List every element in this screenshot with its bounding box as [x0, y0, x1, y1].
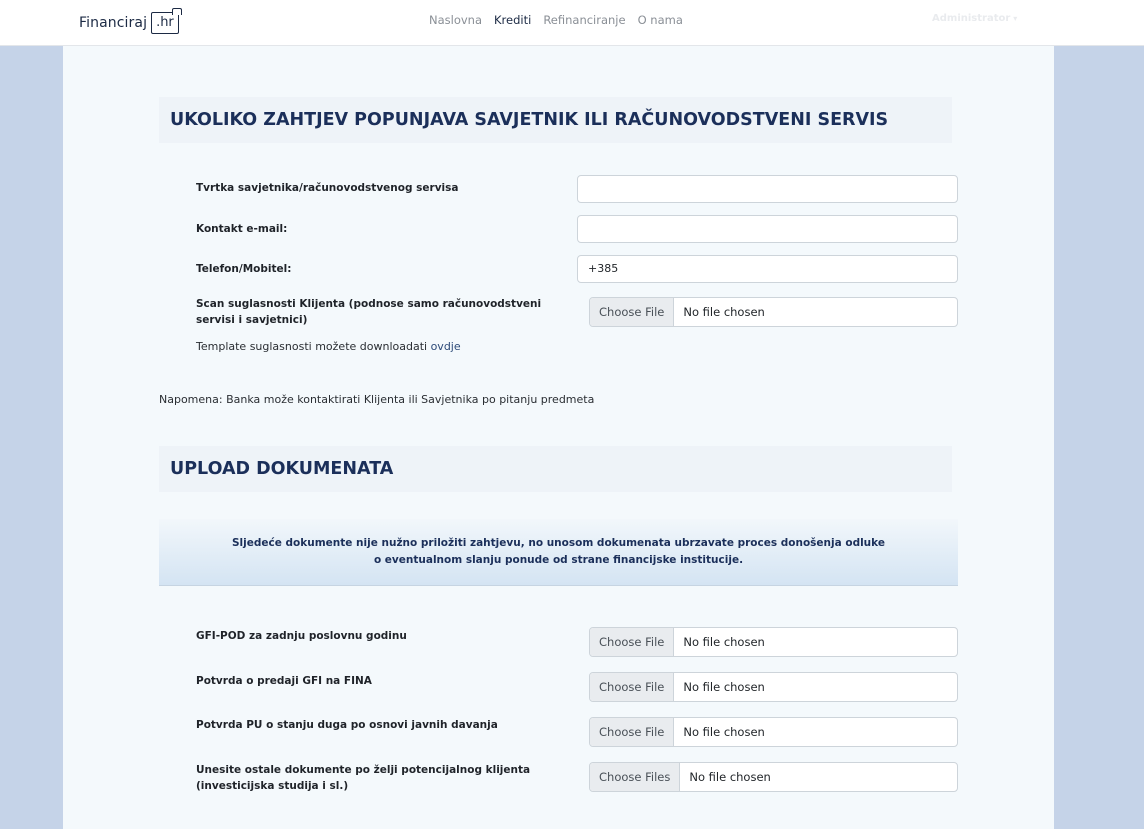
company-label: Tvrtka savjetnika/računovodstvenog servisa: [196, 182, 459, 194]
nav-links: [429, 13, 695, 27]
email-label: Kontakt e-mail:: [196, 223, 288, 235]
nav-link-refinanciranje[interactable]: Refinanciranje: [543, 13, 626, 27]
nav-link-o-nama[interactable]: O nama: [637, 13, 683, 27]
advisor-section-title: UKOLIKO ZAHTJEV POPUNJAVA SAVJETNIK ILI RAČUNOVODSTVENI SERVIS: [159, 97, 952, 143]
choose-file-button[interactable]: Choose File: [590, 298, 674, 326]
file-status: No file chosen: [683, 635, 765, 649]
company-input[interactable]: [577, 175, 958, 203]
upload-info-box: [159, 519, 958, 586]
choose-file-button[interactable]: Choose File: [590, 673, 674, 701]
other-docs-label-line2: (investicijska studija i sl.): [196, 780, 349, 792]
info-line-2: o eventualnom slanju ponude od strane financijske institucije.: [373, 554, 744, 566]
pu-file-input[interactable]: [589, 717, 958, 747]
file-status: No file chosen: [683, 725, 765, 739]
scan-file-input[interactable]: [589, 297, 958, 327]
template-text-label: Template suglasnosti možete downloadati: [196, 340, 428, 353]
nav-link-naslovna[interactable]: Naslovna: [429, 13, 483, 27]
other-docs-label: [196, 762, 530, 794]
phone-label: Telefon/Mobitel:: [196, 263, 292, 275]
gfi-file-input[interactable]: [589, 627, 958, 657]
other-docs-label-line1: Unesite ostale dokumente po želji potencijalnog klijenta: [196, 764, 531, 776]
wallet-icon: [151, 12, 179, 34]
user-menu-label: Administrator: [932, 13, 1011, 24]
pu-label: Potvrda PU o stanju duga po osnovi javnih davanja: [196, 719, 498, 731]
file-status: No file chosen: [689, 770, 771, 784]
brand-suffix: .hr: [156, 15, 174, 30]
scan-label-line1: Scan suglasnosti Klijenta (podnose samo računovodstveni: [196, 298, 542, 310]
scan-label: [196, 296, 541, 328]
fina-file-input[interactable]: [589, 672, 958, 702]
file-status: No file chosen: [683, 305, 765, 319]
file-status: No file chosen: [683, 680, 765, 694]
brand-text: Financiraj: [79, 15, 148, 31]
other-docs-file-input[interactable]: [589, 762, 958, 792]
template-download-link[interactable]: ovdje: [430, 340, 461, 353]
scan-label-line2: servisi i savjetnici): [196, 314, 308, 326]
note-text: Napomena: Banka može kontaktirati Klijenta ili Savjetnika po pitanju predmeta: [159, 393, 595, 406]
upload-section-title: UPLOAD DOKUMENATA: [159, 446, 952, 492]
chevron-down-icon: ▾: [1013, 14, 1018, 23]
brand-logo[interactable]: [79, 9, 179, 37]
fina-label: Potvrda o predaji GFI na FINA: [196, 675, 372, 687]
email-input[interactable]: [577, 215, 958, 243]
choose-file-button[interactable]: Choose File: [590, 718, 674, 746]
choose-files-button[interactable]: Choose Files: [590, 763, 680, 791]
nav-link-krediti[interactable]: Krediti: [494, 13, 532, 27]
phone-input[interactable]: +385: [577, 255, 958, 283]
info-line-1: Sljedeće dokumente nije nužno priložiti zahtjevu, no unosom dokumenata ubrzavate proces donošenja odluke: [232, 537, 885, 549]
main-container: [63, 46, 1054, 829]
choose-file-button[interactable]: Choose File: [590, 628, 674, 656]
top-navbar: [0, 0, 1144, 46]
template-text: [196, 340, 461, 353]
gfi-label: GFI-POD za zadnju poslovnu godinu: [196, 630, 407, 642]
user-menu[interactable]: [932, 13, 1017, 24]
